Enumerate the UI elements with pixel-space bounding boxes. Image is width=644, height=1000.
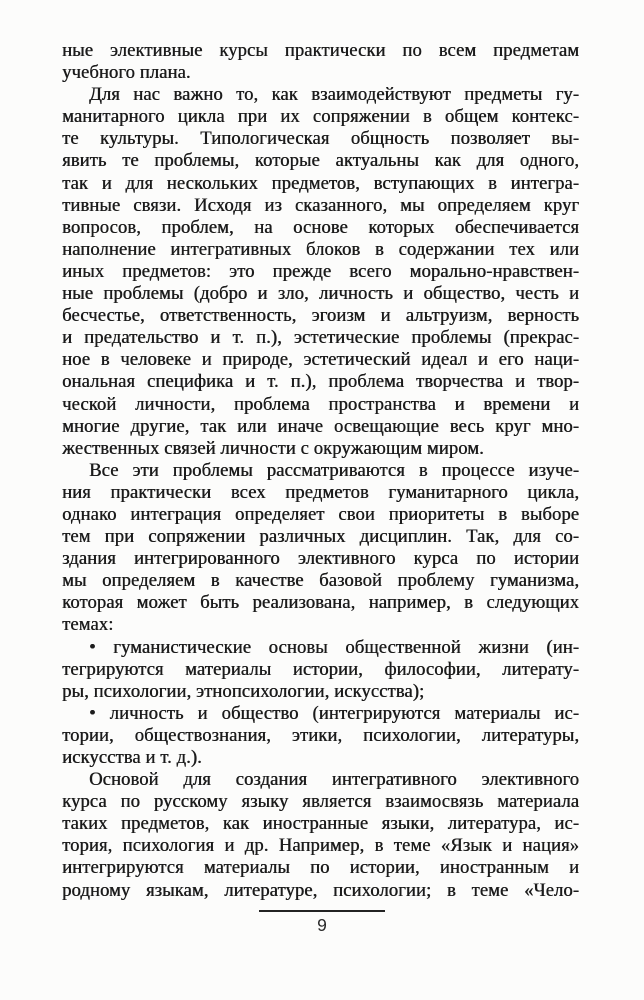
text-line: курса по русскому языку является взаимосвязь материала [62,791,579,813]
text-line: и предательство и т. п.), эстетические проблемы (прекрас- [62,327,579,349]
text-line: ональная специфика и т. п.), проблема творчества и твор- [62,371,579,393]
text-line: искусства и т. д.). [62,747,202,768]
text-line: интегрируются материалы по истории, иностранным и [62,857,579,879]
text-line: ческой личности, проблема пространства и времени и [62,393,579,415]
paragraph-1 [62,40,579,84]
text-line: манитарного цикла при их сопряжении в общем контекс- [62,106,579,128]
text-line: ные проблемы (добро и зло, личность и общество, честь и [62,283,579,305]
paragraph-2 [62,84,579,460]
text-line: здания интегрированного элективного курса по истории [62,548,579,570]
text-line: однако интеграция определяет свои приоритеты в выборе [62,503,579,525]
text-line: мы определяем в качестве базовой проблему гуманизма, [62,570,579,592]
text-line: наполнение интегративных блоков в содержании тех или [62,238,579,260]
text-line: таких предметов, как иностранные языки, литература, ис- [62,813,579,835]
text-line: тории, обществознания, этики, психологии, литературы, [62,724,579,746]
text-line: ния практически всех предметов гуманитарного цикла, [62,481,579,503]
page-text [62,40,579,902]
paragraph-3 [62,460,579,637]
text-line: которая может быть реализована, например, в следующих [62,592,579,614]
text-line: жественных связей личности с окружающим миром. [62,437,484,459]
text-line: так и для нескольких предметов, вступающих в интегра- [62,172,579,194]
footer-divider [259,910,385,912]
bullet-line: • личность и общество (интегрируются материалы ис- [89,702,579,724]
text-line: Все эти проблемы рассматриваются в процессе изуче- [89,459,579,481]
text-line: Основой для создания интегративного элективного [89,769,579,791]
paragraph-6 [62,769,579,902]
text-line: тория, психология и др. Например, в теме «Язык и нация» [62,835,579,857]
text-line: Для нас важно то, как взаимодействуют предметы гу- [89,84,579,106]
text-line: вопросов, проблем, на основе которых обеспечивается [62,216,579,238]
text-line: тегрируются материалы истории, философии, литерату- [62,658,579,680]
text-line: многие другие, так или иначе освещающие весь круг мно- [62,415,579,437]
bullet-line: • гуманистические основы общественной жизни (ин- [89,636,579,658]
paragraph-4 [62,637,579,703]
text-line: ные элективные курсы практически по всем предметам [62,40,579,61]
text-line: ное в человеке и природе, эстетический идеал и его наци- [62,349,579,371]
text-line: явить те проблемы, которые актуальны как для одного, [62,150,579,172]
text-line: иных предметов: это прежде всего морально-нравствен- [62,260,579,282]
text-line: тем при сопряжении различных дисциплин. Так, для со- [62,526,579,548]
text-line: темах: [62,614,114,636]
paragraph-5 [62,703,579,769]
page-number: 9 [317,915,327,935]
text-line: ры, психологии, этнопсихологии, искусства); [62,680,425,702]
text-line: тивные связи. Исходя из сказанного, мы определяем круг [62,194,579,216]
text-line: бесчестье, ответственность, эгоизм и альтруизм, верность [62,305,579,327]
text-line: учебного плана. [62,62,191,84]
text-line: родному языкам, литературе, психологии; в теме «Чело- [62,879,579,901]
text-line: те культуры. Типологическая общность позволяет вы- [62,128,579,150]
